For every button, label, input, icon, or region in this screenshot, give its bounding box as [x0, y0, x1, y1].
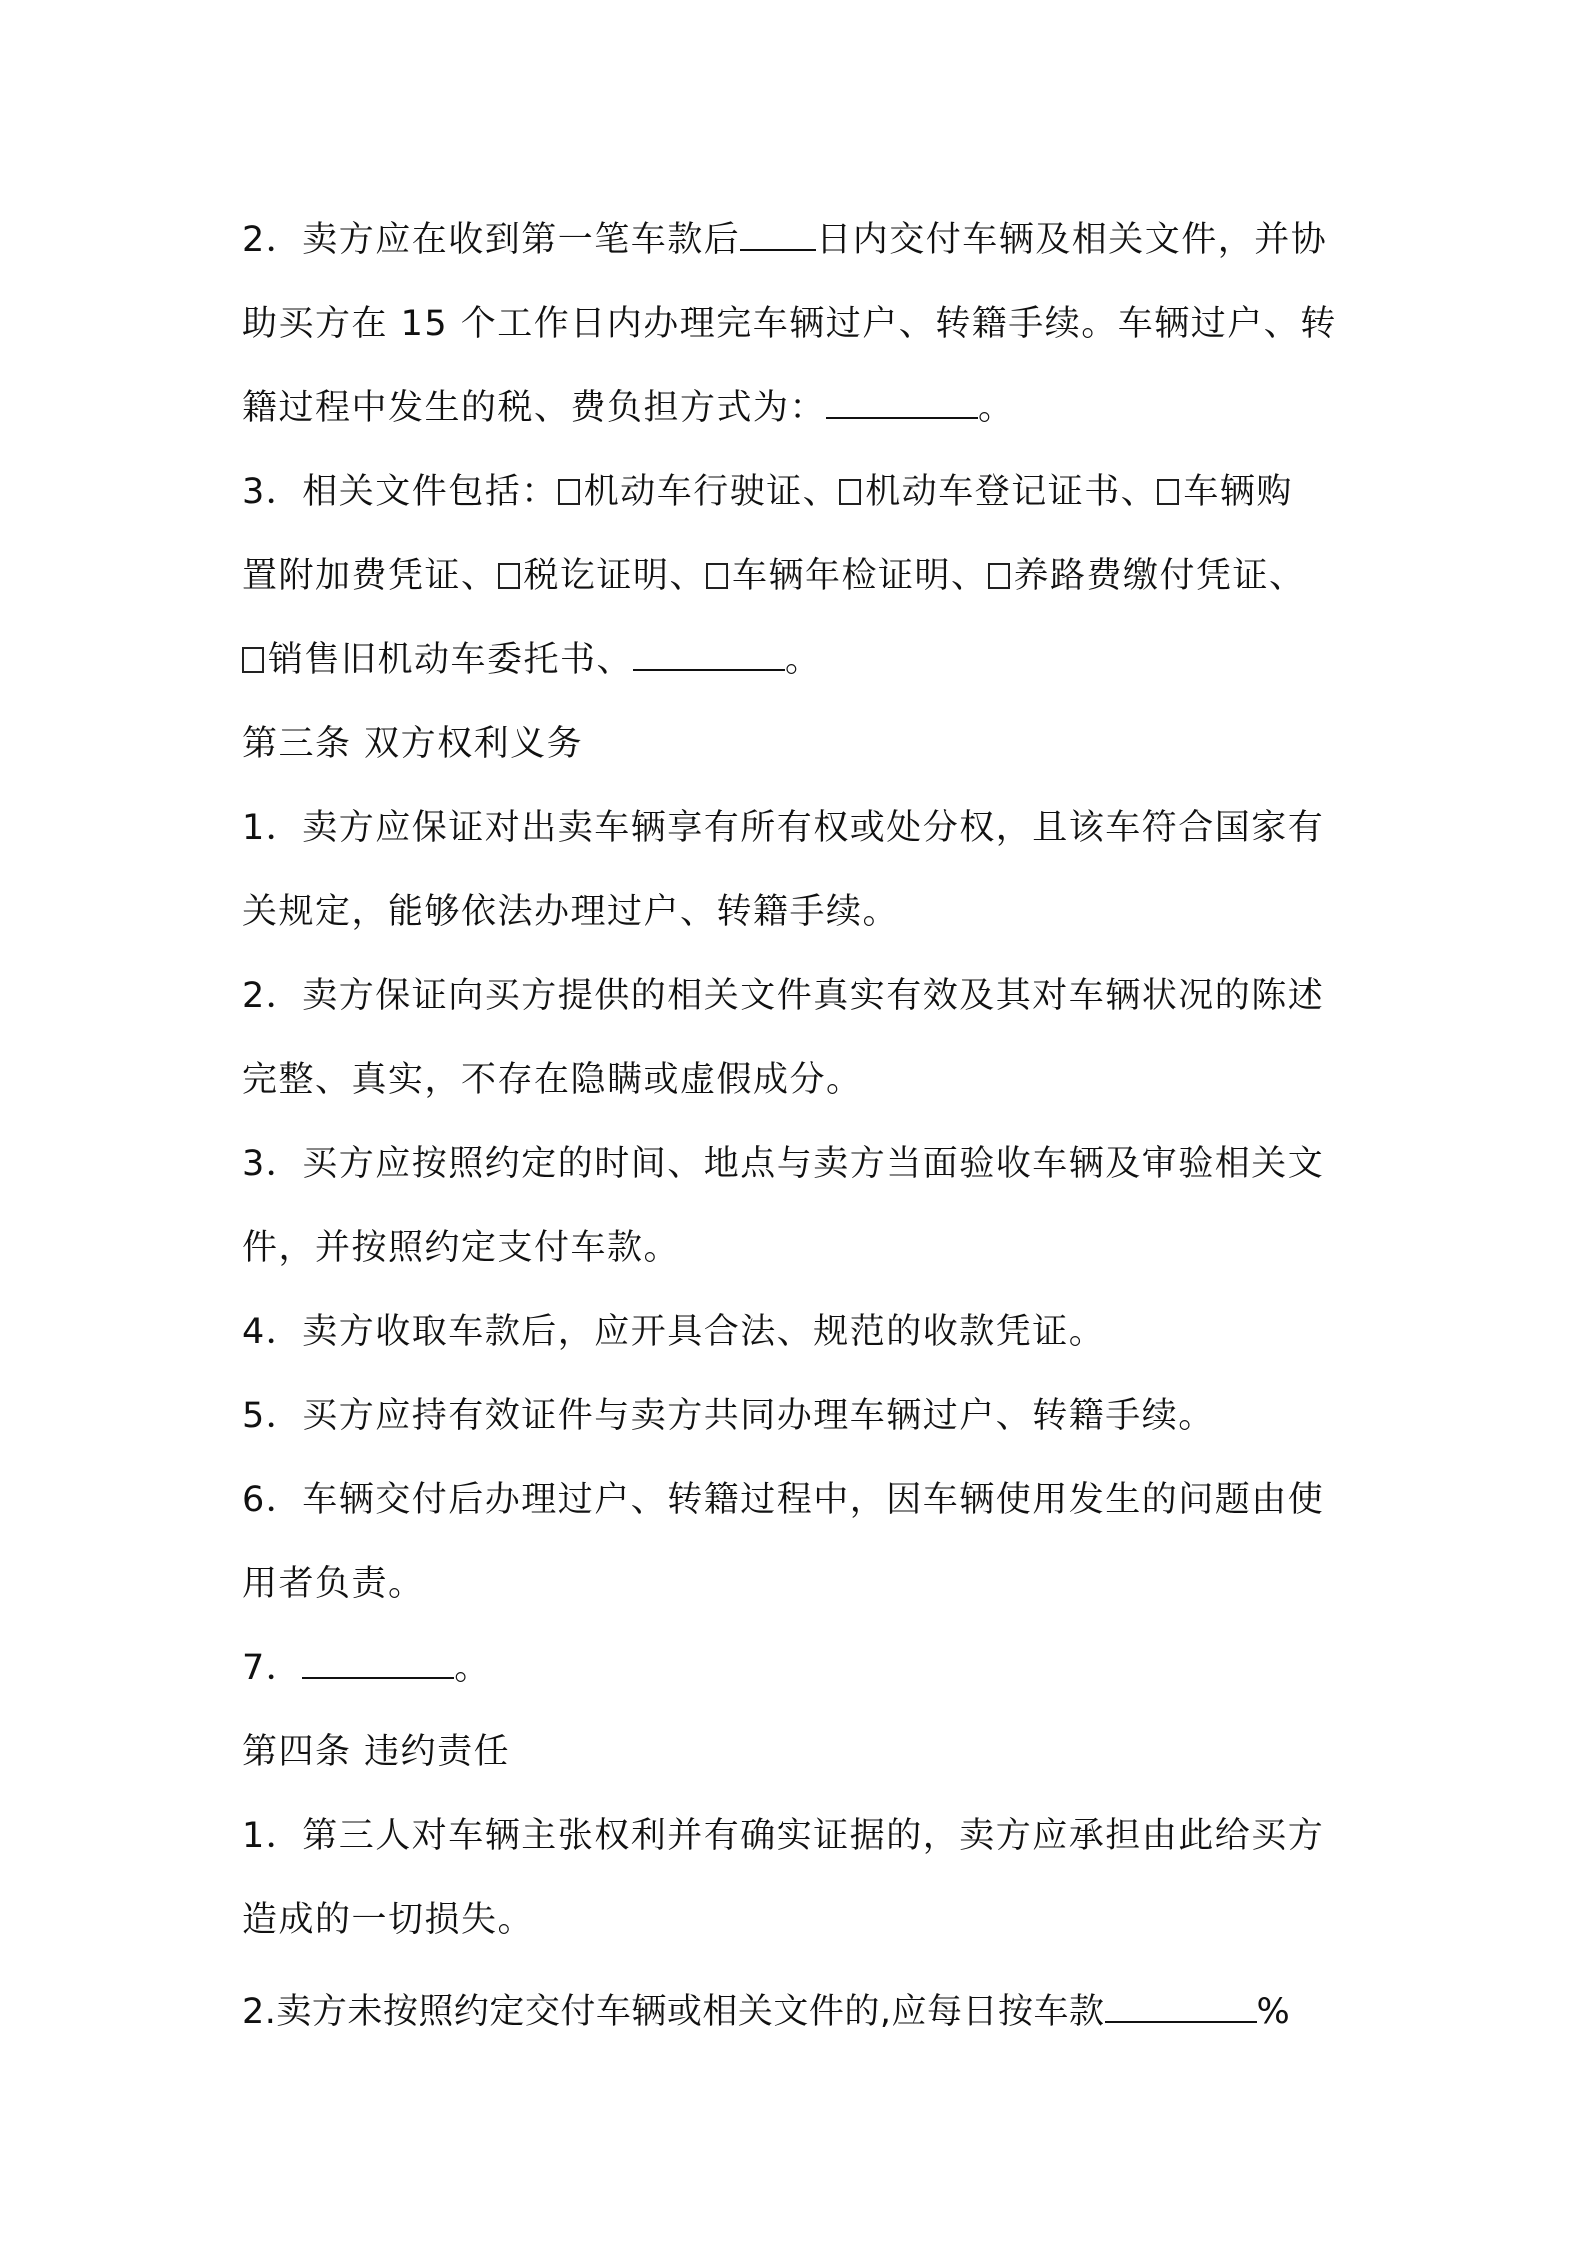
text-segment: 日内交付车辆及相关文件，并协: [816, 220, 1328, 260]
text-segment: 2．卖方应在收到第一笔车款后: [242, 220, 741, 260]
text-segment: 。: [454, 1648, 491, 1688]
text-segment: %: [1256, 1992, 1291, 2032]
article-3-item-7: [242, 1626, 1352, 1710]
text-segment: 籍过程中发生的税、费负担方式为：: [242, 388, 827, 428]
fill-blank-penalty-rate[interactable]: [1105, 1984, 1257, 2023]
article-3-item-1-line-1: [242, 786, 1352, 870]
article-4-item-2: [242, 1970, 1352, 2054]
text-segment: 1．卖方应保证对出卖车辆享有所有权或处分权，且该车符合国家有: [242, 808, 1325, 848]
checkbox-label: 车辆年检证明、: [732, 556, 988, 596]
text-segment: 4．卖方收取车款后，应开具合法、规范的收款凭证。: [242, 1312, 1106, 1352]
clause-2-line-3: [242, 366, 1352, 450]
text-segment: 1．第三人对车辆主张权利并有确实证据的，卖方应承担由此给买方: [242, 1816, 1325, 1856]
text-segment: 2．卖方保证向买方提供的相关文件真实有效及其对车辆状况的陈述: [242, 976, 1325, 1016]
text-segment: 助买方在 15 个工作日内办理完车辆过户、转籍手续。车辆过户、转: [242, 304, 1337, 344]
checkbox-label: 机动车登记证书、: [865, 472, 1158, 512]
text-segment: 。: [785, 640, 822, 680]
article-4-heading: [242, 1710, 1352, 1794]
clause-2-line-1: [242, 198, 1352, 282]
article-3-item-1-line-2: [242, 870, 1352, 954]
fill-blank-days[interactable]: [740, 212, 816, 251]
checkbox-driving-license[interactable]: [558, 479, 580, 505]
clause-3-line-1: [242, 450, 1352, 534]
text-segment: 2.卖方未按照约定交付车辆或相关文件的,应每日按车款: [242, 1992, 1105, 2032]
text-segment: 置附加费凭证、: [242, 556, 498, 596]
article-4-item-1-line-2: [242, 1878, 1352, 1962]
checkbox-label: 税讫证明、: [523, 556, 707, 596]
heading-text: 第四条 违约责任: [242, 1732, 511, 1772]
checkbox-road-fee[interactable]: [988, 563, 1010, 589]
text-segment: 造成的一切损失。: [242, 1900, 535, 1940]
text-segment: 用者负责。: [242, 1564, 425, 1604]
text-segment: 完整、真实，不存在隐瞒或虚假成分。: [242, 1060, 863, 1100]
checkbox-label: 养路费缴付凭证、: [1013, 556, 1306, 596]
checkbox-sale-authorization[interactable]: [242, 647, 264, 673]
checkbox-purchase-tax[interactable]: [1157, 479, 1179, 505]
fill-blank-other-documents[interactable]: [633, 632, 785, 671]
article-3-item-5: [242, 1374, 1352, 1458]
checkbox-annual-inspection[interactable]: [706, 563, 728, 589]
fill-blank-tax-method[interactable]: [826, 380, 978, 419]
article-3-item-6-line-1: [242, 1458, 1352, 1542]
article-3-item-2-line-2: [242, 1038, 1352, 1122]
clause-2-line-2: [242, 282, 1352, 366]
text-segment: 3．买方应按照约定的时间、地点与卖方当面验收车辆及审验相关文: [242, 1144, 1325, 1184]
text-segment: 5．买方应持有效证件与卖方共同办理车辆过户、转籍手续。: [242, 1396, 1215, 1436]
checkbox-label: 机动车行驶证、: [583, 472, 840, 512]
checkbox-label: 销售旧机动车委托书、: [268, 640, 634, 680]
clause-3-line-3: [242, 618, 1352, 702]
checkbox-tax-clearance[interactable]: [498, 563, 520, 589]
checkbox-label: 车辆购: [1183, 472, 1293, 512]
text-segment: 7．: [242, 1648, 303, 1688]
text-segment: 。: [978, 388, 1015, 428]
article-3-heading: [242, 702, 1352, 786]
article-3-item-6-line-2: [242, 1542, 1352, 1626]
heading-text: 第三条 双方权利义务: [242, 724, 584, 764]
article-3-item-2-line-1: [242, 954, 1352, 1038]
article-3-item-4: [242, 1290, 1352, 1374]
text-segment: 6．车辆交付后办理过户、转籍过程中，因车辆使用发生的问题由使: [242, 1480, 1325, 1520]
checkbox-registration-certificate[interactable]: [839, 479, 861, 505]
article-3-item-3-line-1: [242, 1122, 1352, 1206]
text-segment: 关规定，能够依法办理过户、转籍手续。: [242, 892, 900, 932]
text-segment: 3．相关文件包括：: [242, 472, 558, 512]
text-segment: 件，并按照约定支付车款。: [242, 1228, 681, 1268]
fill-blank-item-7[interactable]: [302, 1640, 454, 1679]
clause-3-line-2: [242, 534, 1352, 618]
article-3-item-3-line-2: [242, 1206, 1352, 1290]
article-4-item-1-line-1: [242, 1794, 1352, 1878]
contract-text: [242, 198, 1352, 2054]
